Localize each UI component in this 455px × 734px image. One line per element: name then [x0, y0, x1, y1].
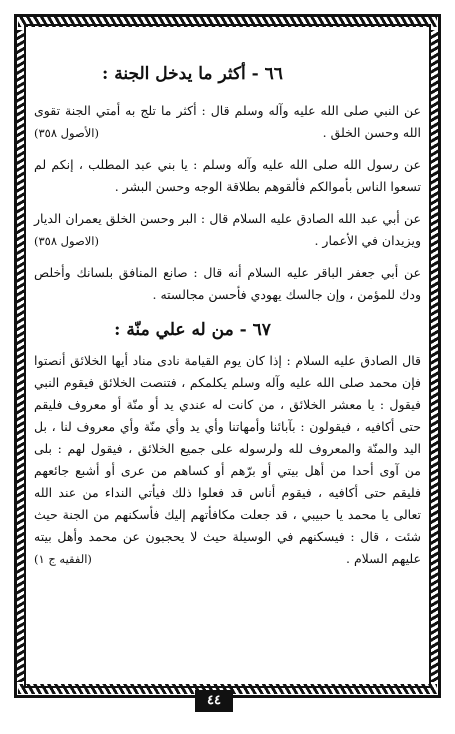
- hadith-source: (الاصول ٣٥٨): [34, 234, 99, 248]
- section-67-title: ٦٧ - من له علي منّة :: [114, 320, 271, 340]
- hadith-paragraph: [34, 154, 421, 198]
- section-66-title: ٦٦ - أكثر ما يدخل الجنة :: [102, 64, 283, 84]
- hadith-paragraph: [34, 208, 421, 252]
- hadith-paragraph: [34, 100, 421, 144]
- hadith-source: (الفقيه ج ١): [34, 552, 92, 566]
- hadith-text: عن النبي صلى الله عليه وآله وسلم قال : أكثر ما تلج به أمتي الجنة تقوى الله وحسن الخلق .: [34, 103, 421, 140]
- page-content: [34, 60, 421, 678]
- hadith-text: عن أبي عبد الله الصادق عليه السلام قال : البر وحسن الخلق يعمران الديار ويزيدان في الأعمار .: [34, 211, 421, 248]
- page-number: ٤٤: [195, 690, 233, 712]
- hadith-source: (الأصول ٣٥٨): [34, 126, 99, 140]
- hadith-paragraph: [34, 350, 421, 570]
- hadith-text: قال الصادق عليه السلام : إذا كان يوم القيامة نادى مناد أيها الخلائق أنصتوا فإن محمد صلى الله عليه وآله وسلم يكلمكم ، فتنصت الخلائق فيقوم النبي فيقول : يا معشر الخلائق ، من كانت له عندي يد أو منّة أو معروف فليقم حتى أكافيه ، فيقولون : بآبائنا وأمهاتنا وأي يد وأي منّة وأي معروف لنا ، بل اليد والمنّة والمعروف لله ولرسوله على جميع الخلائق ، فيقول لهم : بلى من آوى أحدا من أهل بيتي أو برّهم أو كساهم من عرى أو أشبع جائعهم فليقم حتى أكافيه ، فيقوم أناس قد فعلوا ذلك فيأتي النداء من عند الله تعالى يا محمد يا حبيبي ، قد جعلت مكافأتهم إليك فأسكنهم من الجنة حيث شئت ، قال : فيسكنهم في الوسيلة حيث لا يحجبون عن محمد وأهل بيته عليهم السلام .: [34, 353, 421, 566]
- hadith-text: عن رسول الله صلى الله عليه وآله وسلم : يا بني عبد المطلب ، إنكم لم تسعوا الناس بأموالكم فألقوهم بطلاقة الوجه وحسن البشر .: [34, 157, 421, 194]
- hadith-text: عن أبي جعفر الباقر عليه السلام أنه قال : صانع المنافق بلسانك وأخلص ودك للمؤمن ، وإن جالسك يهودي فأحسن مجالسته .: [34, 265, 421, 302]
- hadith-paragraph: [34, 262, 421, 306]
